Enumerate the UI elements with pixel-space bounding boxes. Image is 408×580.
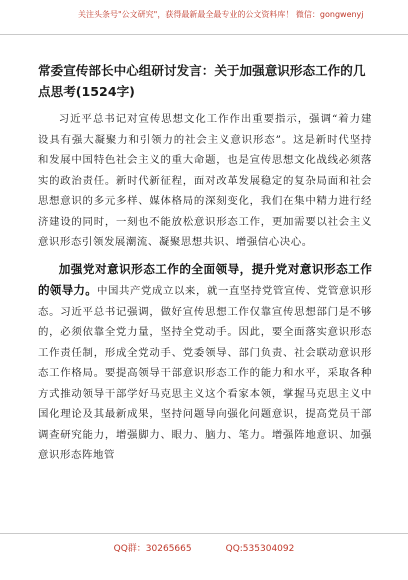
footer-qq-group: QQ群：30265665: [113, 544, 192, 554]
paragraph-1: 习近平总书记对宣传思想文化工作作出重要指示，强调“着力建设具有强大凝聚力和引领力的社会主义意识形态”。这是新时代坚持和发展中国特色社会主义的重大命题，也是宣传思想文化战线必须落实的政治责任。新时代新征程，面对改革发展稳定的复杂局面和社会思想意识的多元多样、媒体格局的深刻变化，我们在集中精力进行经济建设的同时，一刻也不能放松意识形态工作，更加需要以社会主义意识形态引领发展潮流、凝聚思想共识、增强信心决心。: [38, 113, 372, 248]
footer-contact: [0, 541, 408, 554]
paragraph-2-body: 中国共产党成立以来，就一直坚持党管宣传、党管意识形态。习近平总书记强调，做好宣传思想工作仅靠宣传思想部门是不够的，必须依靠全党力量，坚持全党动手。因此，要全面落实意识形态工作责任制，形成全党动手、党委领导、部门负责、社会联动意识形态工作格局。要提高领导干部意识形态工作的能力和水平，采取各种方式推动领导干部学好马克思主义这个看家本领，掌握马克思主义中国化理论及其最新成果，坚持问题导向强化问题意识，提高党员干部调查研究能力，增强脚力、眼力、脑力、笔力。增强阵地意识、加强意识形态阵地管: [38, 285, 372, 461]
paragraph-2: [38, 259, 372, 466]
paragraph-2-heading: 加强党对意识形态工作的全面领导，提升党对意识形态工作的领导力。: [38, 261, 372, 297]
document-body: [38, 109, 372, 466]
footer-qq: QQ:535304092: [225, 544, 295, 554]
header-banner: 关注头条号"公文研究"，获得最新最全最专业的公文资料库！ 微信：gongwenyj: [78, 10, 364, 19]
document-title: 常委宣传部长中心组研讨发言：关于加强意识形态工作的几点思考(1524字): [38, 63, 366, 99]
